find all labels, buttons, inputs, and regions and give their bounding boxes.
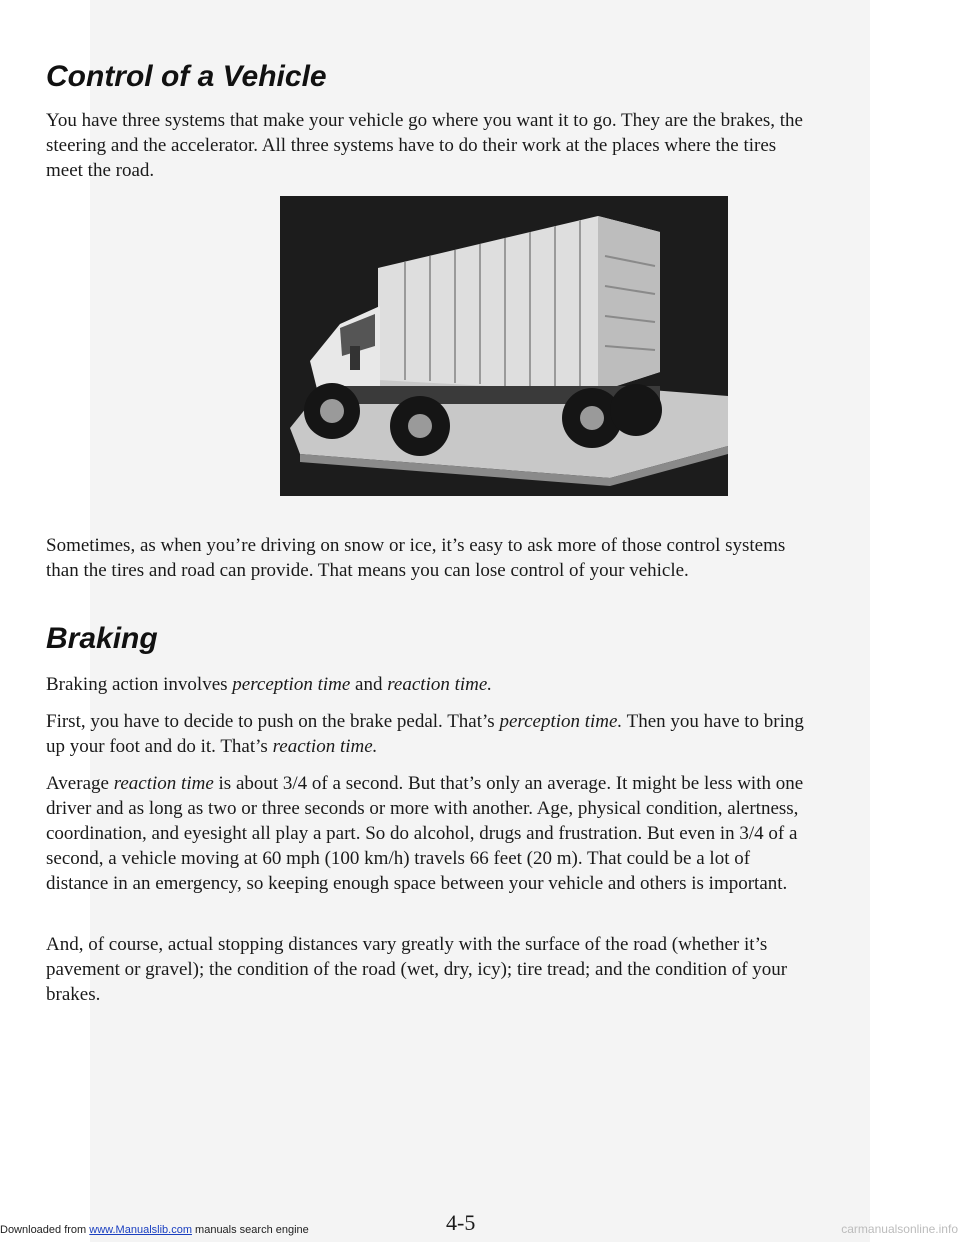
section-title-control: Control of a Vehicle bbox=[46, 60, 327, 93]
paragraph-braking-action bbox=[46, 672, 806, 697]
section-title-braking: Braking bbox=[46, 622, 158, 655]
paragraph-intro: You have three systems that make your vehicle go where you want it to go. They are the brakes, the steering and the accelerator. All three systems have to do their work at the places where the tires meet the road. bbox=[46, 110, 803, 181]
text: Then you have to bring up your foot and do it. That’s bbox=[46, 711, 804, 757]
paragraph-average-reaction bbox=[46, 771, 806, 896]
paragraph-control-loss: Sometimes, as when you’re driving on snow or ice, it’s easy to ask more of those control systems than the tires and road can provide. That means you can lose control of your vehicle. bbox=[46, 535, 786, 581]
manual-page bbox=[46, 0, 870, 1242]
footer-watermark: carmanualsonline.info bbox=[841, 1222, 958, 1236]
text: First, you have to decide to push on the brake pedal. That’s bbox=[46, 711, 500, 732]
text: Average bbox=[46, 773, 114, 794]
box-truck-illustration bbox=[280, 196, 728, 496]
term-reaction-time: reaction time. bbox=[272, 736, 378, 757]
manualslib-link[interactable]: www.Manualslib.com bbox=[89, 1224, 192, 1236]
term-reaction-time: reaction time bbox=[113, 773, 214, 794]
term-perception-time: perception time bbox=[232, 674, 351, 695]
footer-prefix: Downloaded from bbox=[0, 1224, 90, 1236]
paragraph-stopping-distance: And, of course, actual stopping distances vary greatly with the surface of the road (whether it’s pavement or gravel); the condition of the road (wet, dry, icy); tire tread; and the condition of your brakes. bbox=[46, 934, 788, 1005]
page-number: 4-5 bbox=[446, 1210, 476, 1235]
footer-suffix: manuals search engine bbox=[191, 1224, 309, 1236]
truck-image bbox=[280, 196, 728, 496]
text: and bbox=[350, 674, 388, 695]
text: is about 3/4 of a second. But that’s only an average. It might be less with one driver and as long as two or three seconds or more with another. Age, physical condition, alertness, coordination, and eyesight all play a part. So do alcohol, drugs and frustration. But even in 3/4 of a second, a vehicle moving at 60 mph (100 km/h) travels 66 feet (20 m). That could be a lot of distance in an emergency, so keeping enough space between your vehicle and others is important. bbox=[46, 773, 804, 894]
term-reaction-time: reaction time. bbox=[387, 674, 493, 695]
term-perception-time: perception time. bbox=[499, 711, 623, 732]
paragraph-perception bbox=[46, 709, 806, 759]
download-footer bbox=[0, 1224, 309, 1236]
text: Braking action involves bbox=[46, 674, 233, 695]
